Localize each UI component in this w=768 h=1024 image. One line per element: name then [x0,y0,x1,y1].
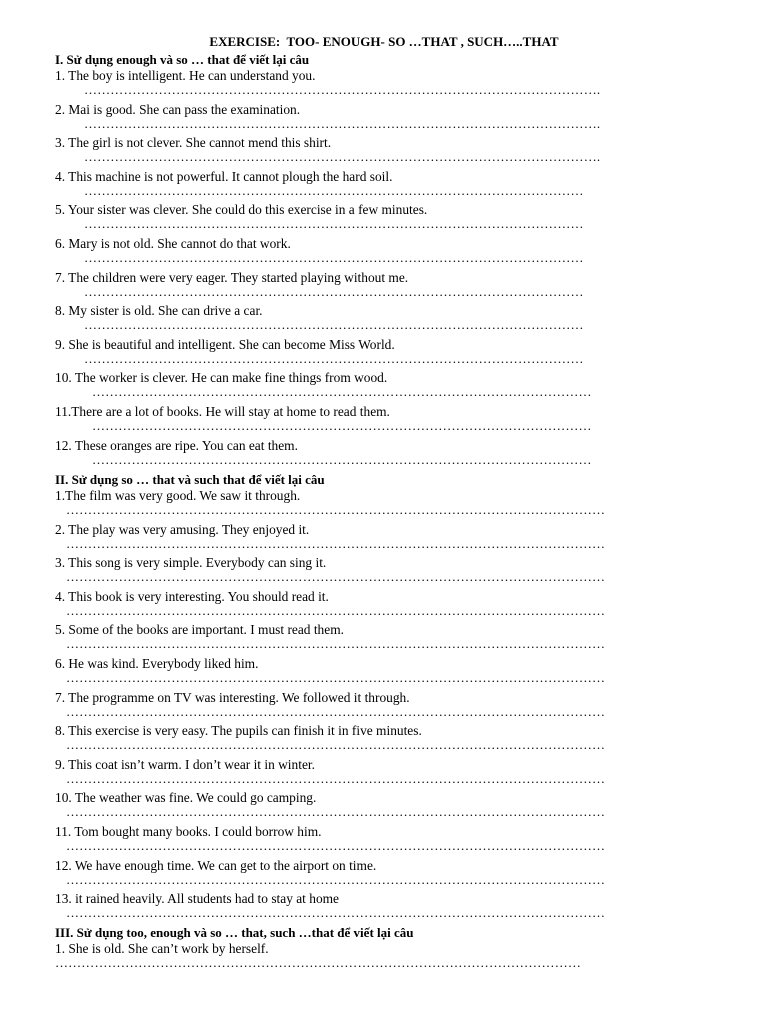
answer-line[interactable]: …………………………………………………………………………………………………………… [66,672,606,684]
exercise-item [0,438,768,472]
exercise-item [0,589,768,623]
exercise-item [0,404,768,438]
question-text: 7. The children were very eager. They started playing without me. [55,269,409,285]
section-heading: III. Sử dụng too, enough và so … that, such …that để viết lại câu [55,925,414,940]
exercise-item [0,790,768,824]
question-text: 11. Tom bought many books. I could borrow him. [55,824,322,839]
answer-line[interactable]: …………………………………………………………………………………………………………… [66,604,606,617]
worksheet-title: EXERCISE: TOO- ENOUGH- SO …THAT , SUCH…..THAT [209,34,559,49]
answer-line[interactable]: …………………………………………………………………………………………………… [84,252,584,264]
question-text: 3. This song is very simple. Everybody can sing it. [55,555,327,571]
exercise-item [0,135,768,169]
exercise-item [0,858,768,892]
question-text: 8. My sister is old. She can drive a car. [55,303,263,319]
answer-line[interactable]: …………………………………………………………………………………………………………… [66,806,606,819]
question-text: 6. He was kind. Everybody liked him. [55,656,259,671]
answer-line[interactable]: …………………………………………………………………………………………………………… [66,907,606,920]
question-text: 11.There are a lot of books. He will stay at home to read them. [55,404,390,419]
question-text: 10. The worker is clever. He can make fine things from wood. [55,370,388,386]
exercise-item [0,522,768,556]
question-text: 2. Mai is good. She can pass the examination. [55,101,301,117]
exercise-item [0,236,768,270]
answer-line[interactable]: …………………………………………………………………………………………………… [92,453,592,466]
exercise-item [0,941,768,975]
question-text: 8. This exercise is very easy. The pupils can finish it in five minutes. [55,723,422,739]
answer-line[interactable]: …………………………………………………………………………………………………………… [66,840,606,852]
exercise-item [0,337,768,371]
question-text: 12. We have enough time. We can get to the airport on time. [55,857,377,873]
question-text: 5. Some of the books are important. I must read them. [55,622,344,638]
answer-line[interactable]: …………………………………………………………………………………………………… [84,184,584,197]
answer-line[interactable]: …………………………………………………………………………………………………… [84,319,584,332]
exercise-item [0,723,768,757]
exercise-item [0,622,768,656]
answer-line[interactable]: …………………………………………………………………………………………………… [84,218,584,231]
exercise-item [0,370,768,404]
question-text: 9. This coat isn’t warm. I don’t wear it in winter. [55,756,315,772]
answer-line[interactable]: …………………………………………………………………………………………………… [92,420,592,432]
answer-line[interactable]: ………………………………………………………………………………………………………. [84,84,601,96]
question-text: 1. The boy is intelligent. He can understand you. [55,68,316,83]
answer-line[interactable]: …………………………………………………………………………………………………………… [66,504,606,516]
exercise-item [0,488,768,522]
answer-line[interactable]: ………………………………………………………………………………………………………. [84,117,601,130]
question-text: 12. These oranges are ripe. You can eat them. [55,437,298,453]
answer-line[interactable]: ………………………………………………………………………………………………………… [55,957,581,969]
section-heading: I. Sử dụng enough và so … that để viết lại câu [55,52,310,67]
question-text: 4. This book is very interesting. You should read it. [55,588,329,604]
exercise-item [0,68,768,102]
question-text: 10. The weather was fine. We could go camping. [55,790,317,806]
exercise-item [0,303,768,337]
section-heading: II. Sử dụng so … that và such that để viết lại câu [55,472,325,487]
answer-line[interactable]: …………………………………………………………………………………………………………… [66,739,606,752]
exercise-item [0,824,768,858]
question-text: 4. This machine is not powerful. It cannot plough the hard soil. [55,168,393,184]
answer-line[interactable]: …………………………………………………………………………………………………… [92,386,592,399]
question-text: 7. The programme on TV was interesting. We followed it through. [55,689,410,705]
question-text: 1.The film was very good. We saw it through. [55,488,301,503]
exercise-item [0,555,768,589]
exercise-item [0,690,768,724]
question-text: 6. Mary is not old. She cannot do that work. [55,236,291,251]
answer-line[interactable]: …………………………………………………………………………………………………… [84,285,584,298]
exercise-item [0,656,768,690]
question-text: 1. She is old. She can’t work by herself. [55,941,269,956]
question-text: 9. She is beautiful and intelligent. She can become Miss World. [55,336,395,352]
answer-line[interactable]: …………………………………………………………………………………………………… [84,352,584,365]
answer-line[interactable]: ………………………………………………………………………………………………………. [84,151,601,164]
question-text: 2. The play was very amusing. They enjoyed it. [55,521,310,537]
question-text: 13. it rained heavily. All students had to stay at home [55,891,340,907]
question-text: 5. Your sister was clever. She could do this exercise in a few minutes. [55,202,428,218]
exercise-item [0,891,768,925]
exercise-item [0,270,768,304]
exercise-item [0,102,768,136]
answer-line[interactable]: …………………………………………………………………………………………………………… [66,571,606,584]
question-text: 3. The girl is not clever. She cannot mend this shirt. [55,135,332,151]
exercise-item [0,202,768,236]
exercise-item [0,757,768,791]
answer-line[interactable]: …………………………………………………………………………………………………………… [66,705,606,718]
answer-line[interactable]: …………………………………………………………………………………………………………… [66,873,606,886]
answer-line[interactable]: …………………………………………………………………………………………………………… [66,638,606,651]
answer-line[interactable]: …………………………………………………………………………………………………………… [66,772,606,785]
exercise-item [0,169,768,203]
answer-line[interactable]: …………………………………………………………………………………………………………… [66,537,606,550]
